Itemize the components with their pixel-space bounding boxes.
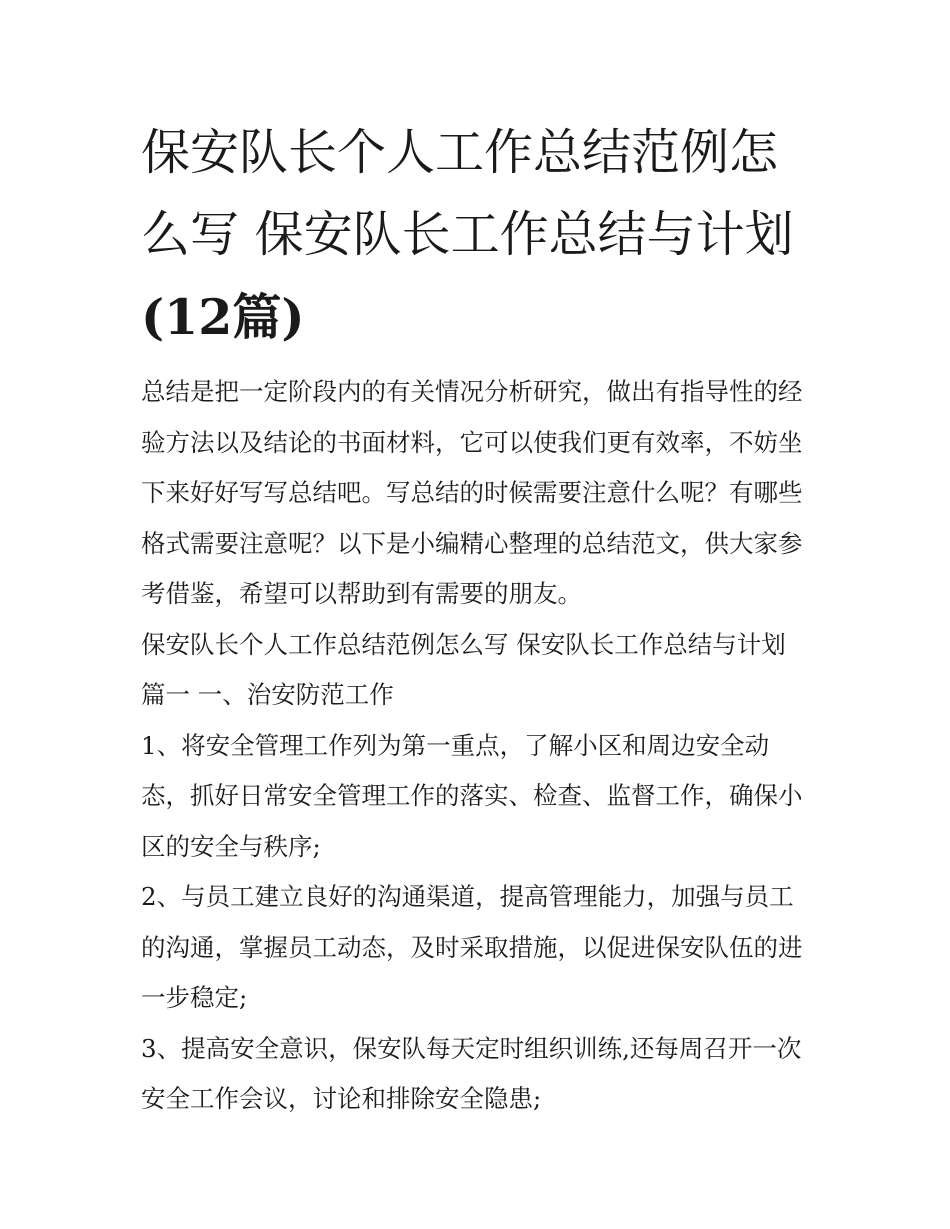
document-title [141, 112, 817, 359]
title-count-text: (12篇) [141, 288, 305, 346]
list-item: 3、提高安全意识，保安队每天定时组织训练,还每周召开一次安全工作会议，讨论和排除安全隐患; [141, 1033, 802, 1113]
document-body [141, 367, 817, 1125]
list-item: 2、与员工建立良好的沟通渠道，提高管理能力，加强与员工的沟通，掌握员工动态，及时采取措施，以促进保安队伍的进一步稳定; [141, 882, 803, 1012]
list-item: 1、将安全管理工作列为第一重点，了解小区和周边安全动态，抓好日常安全管理工作的落实、检查、监督工作，确保小区的安全与秩序; [141, 730, 803, 861]
subsection-heading: 篇一 一、治安防范工作 [141, 680, 394, 709]
section-heading: 保安队长个人工作总结范例怎么写 保安队长工作总结与计划 [141, 629, 786, 659]
intro-paragraph: 总结是把一定阶段内的有关情况分析研究，做出有指导性的经验方法以及结论的书面材料，它可以使我们更有效率，不妨坐下来好好写写总结吧。写总结的时候需要注意什么呢？有哪些格式需要注意呢？以下是小编精心整理的总结范文，供大家参考借鉴，希望可以帮助到有需要的朋友。 [141, 377, 803, 608]
document-page [141, 112, 817, 1125]
title-main-text: 保安队长个人工作总结范例怎么写 保安队长工作总结与计划 [141, 124, 794, 263]
